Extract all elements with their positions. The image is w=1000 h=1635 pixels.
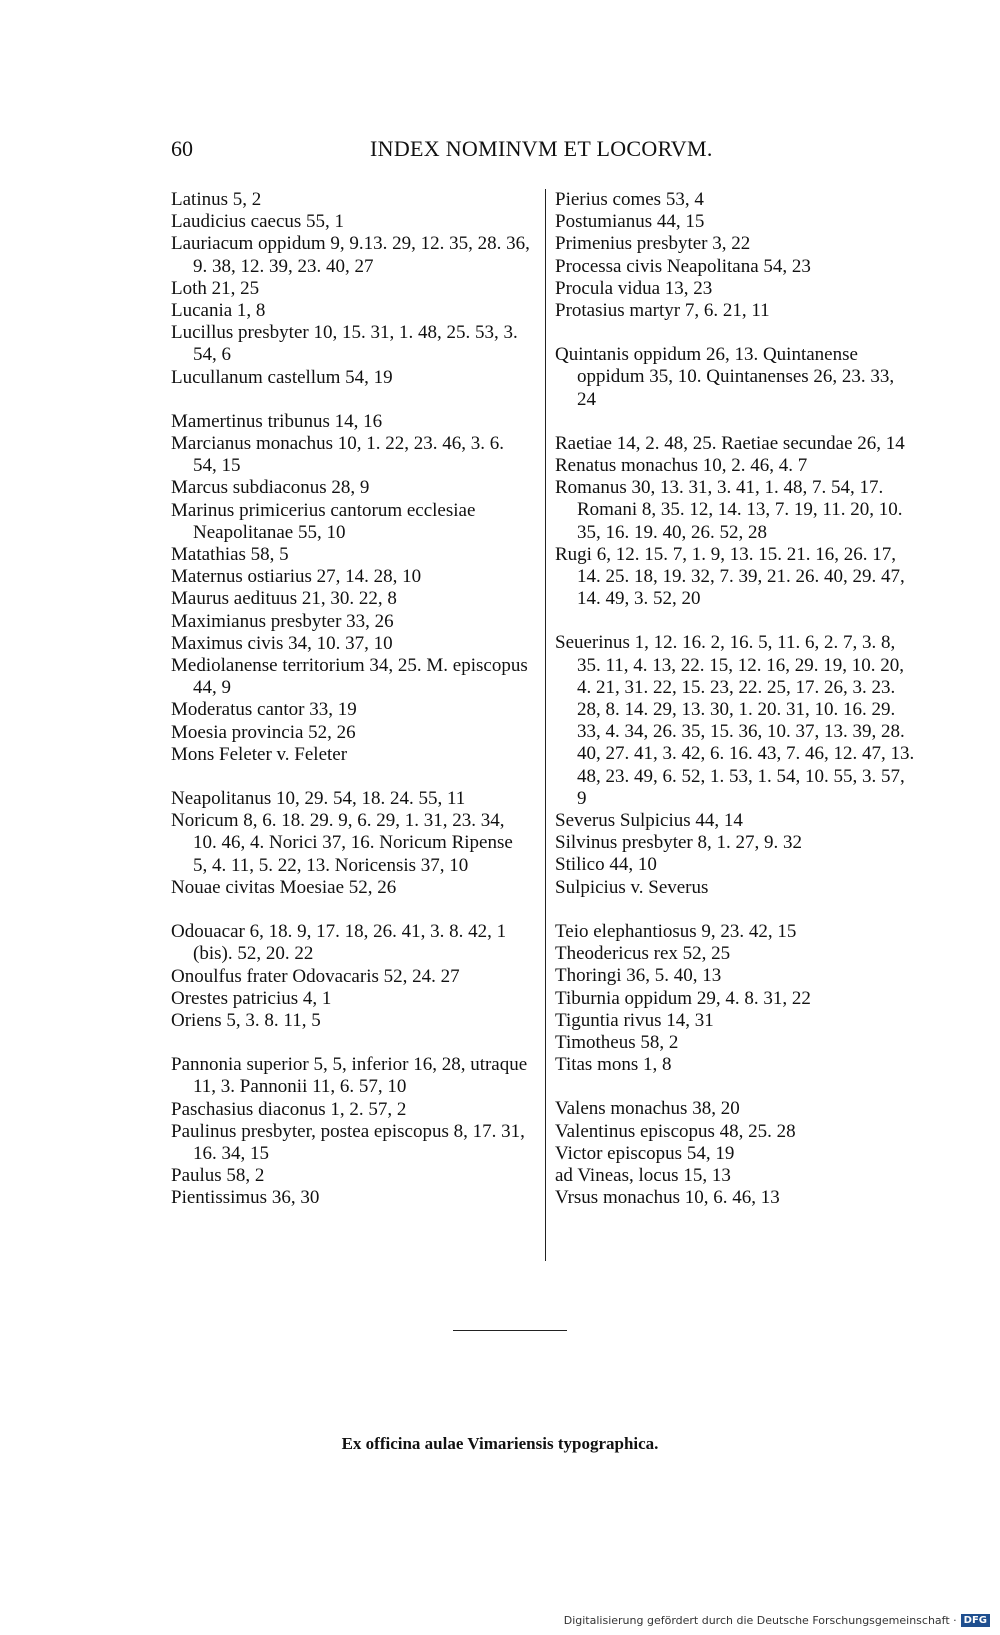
section-gap: [555, 1076, 915, 1098]
index-entry: Moesia provincia 52, 26: [171, 721, 356, 743]
index-entry: Primenius presbyter 3, 22: [555, 233, 751, 255]
index-entry: Odouacar 6, 18. 9, 17. 18, 26. 41, 3. 8. 42, 1 (bis). 52, 20. 22: [171, 921, 507, 965]
index-entry: Quintanis oppidum 26, 13. Quintanense oppidum 35, 10. Quintanenses 26, 23. 33, 24: [555, 344, 895, 410]
index-entry: Pannonia superior 5, 5, inferior 16, 28, utraque 11, 3. Pannonii 11, 6. 57, 10: [171, 1054, 528, 1098]
index-entry: Protasius martyr 7, 6. 21, 11: [555, 300, 770, 322]
end-rule: [453, 1330, 567, 1331]
section-gap: [555, 411, 915, 433]
section-gap: [555, 610, 915, 632]
index-entry: Victor episcopus 54, 19: [555, 1142, 735, 1164]
index-entry: Lucania 1, 8: [171, 300, 266, 322]
index-entry: Latinus 5, 2: [171, 189, 262, 210]
index-entry: Paulus 58, 2: [171, 1165, 265, 1187]
index-entry: Raetiae 14, 2. 48, 25. Raetiae secundae 26, 14: [555, 432, 905, 454]
index-entry: Oriens 5, 3. 8. 11, 5: [171, 1009, 321, 1031]
index-entry: Stilico 44, 10: [555, 854, 657, 876]
index-entry: Romanus 30, 13. 31, 3. 41, 1. 48, 7. 54, 17. Romani 8, 35. 12, 14. 13, 7. 19, 11. 20, 10. 35, 16. 19. 40, 26. 52, 28: [555, 477, 903, 543]
index-entry: Lucillus presbyter 10, 15. 31, 1. 48, 25. 53, 3. 54, 6: [171, 322, 518, 366]
section-gap: [555, 899, 915, 921]
footer-text: Digitalisierung gefördert durch die Deutsche Forschungsgemeinschaft ·: [563, 1614, 957, 1627]
index-entry: Pierius comes 53, 4: [555, 189, 704, 210]
index-entry: Tiguntia rivus 14, 31: [555, 1009, 714, 1031]
index-column-right: [555, 189, 915, 1209]
index-entry: Pientissimus 36, 30: [171, 1187, 320, 1209]
section-gap: [555, 322, 915, 344]
index-entry: Timotheus 58, 2: [555, 1031, 679, 1053]
index-entry: Severus Sulpicius 44, 14: [555, 810, 743, 832]
digitization-footer: [564, 1614, 990, 1627]
index-entry: Maximianus presbyter 33, 26: [171, 610, 394, 632]
index-entry: Paulinus presbyter, postea episcopus 8, 17. 31, 16. 34, 15: [171, 1120, 525, 1164]
index-entry: Maurus aedituus 21, 30. 22, 8: [171, 588, 397, 610]
page-title: INDEX NOMINVM ET LOCORVM.: [370, 136, 713, 161]
index-entry: Mamertinus tribunus 14, 16: [171, 410, 383, 432]
index-entry: Rugi 6, 12. 15. 7, 1. 9, 13. 15. 21. 16, 26. 17, 14. 25. 18, 19. 32, 7. 39, 21. 26. 40, 29. 47, 14. 49, 3. 52, 20: [555, 543, 905, 610]
index-entry: Maximus civis 34, 10. 37, 10: [171, 632, 393, 654]
index-entry: Silvinus presbyter 8, 1. 27, 9. 32: [555, 832, 802, 854]
section-gap: [171, 1032, 531, 1054]
index-entry: Maternus ostiarius 27, 14. 28, 10: [171, 566, 422, 588]
index-entry: Laudicius caecus 55, 1: [171, 211, 345, 233]
section-gap: [171, 389, 531, 411]
section-gap: [171, 766, 531, 788]
index-entry: Valens monachus 38, 20: [555, 1098, 740, 1120]
column-divider: [545, 189, 546, 1261]
index-entry: Marcus subdiaconus 28, 9: [171, 477, 370, 499]
index-entry: Teio elephantiosus 9, 23. 42, 15: [555, 920, 797, 942]
index-entry: Onoulfus frater Odovacaris 52, 24. 27: [171, 965, 460, 987]
index-entry: Procula vidua 13, 23: [555, 277, 713, 299]
index-entry: Sulpicius v. Severus: [555, 876, 709, 898]
index-entry: Mediolanense territorium 34, 25. M. episcopus 44, 9: [171, 655, 528, 699]
index-entry: Postumianus 44, 15: [555, 211, 705, 233]
dfg-logo: DFG: [961, 1614, 990, 1627]
index-entry: Renatus monachus 10, 2. 46, 4. 7: [555, 455, 808, 477]
index-entry: Loth 21, 25: [171, 277, 260, 299]
index-entry: Lauriacum oppidum 9, 9.13. 29, 12. 35, 28. 36, 9. 38, 12. 39, 23. 40, 27: [171, 233, 530, 277]
index-entry: Neapolitanus 10, 29. 54, 18. 24. 55, 11: [171, 788, 466, 810]
page-number: 60: [171, 136, 193, 161]
index-entry: Moderatus cantor 33, 19: [171, 699, 357, 721]
index-entry: Orestes patricius 4, 1: [171, 987, 332, 1009]
index-entry: Vrsus monachus 10, 6. 46, 13: [555, 1187, 780, 1209]
index-entry: Nouae civitas Moesiae 52, 26: [171, 876, 397, 898]
index-entry: Matathias 58, 5: [171, 544, 289, 566]
index-entry: Thoringi 36, 5. 40, 13: [555, 965, 722, 987]
section-gap: [171, 899, 531, 921]
index-entry: Tiburnia oppidum 29, 4. 8. 31, 22: [555, 987, 811, 1009]
index-column-left: [171, 189, 531, 1210]
index-entry: Mons Feleter v. Feleter: [171, 743, 348, 765]
index-entry: ad Vineas, locus 15, 13: [555, 1164, 731, 1186]
colophon: Ex officina aulae Vimariensis typographica.: [341, 1434, 659, 1453]
index-entry: Titas mons 1, 8: [555, 1054, 672, 1076]
index-entry: Theodericus rex 52, 25: [555, 943, 731, 965]
index-entry: Valentinus episcopus 48, 25. 28: [555, 1120, 796, 1142]
index-entry: Noricum 8, 6. 18. 29. 9, 6. 29, 1. 31, 23. 34, 10. 46, 4. Norici 37, 16. Noricum Ripense 5, 4. 11, 5. 22, 13. Noricensis 37, 10: [171, 810, 513, 876]
index-entry: Paschasius diaconus 1, 2. 57, 2: [171, 1098, 407, 1120]
index-entry: Seuerinus 1, 12. 16. 2, 16. 5, 11. 6, 2. 7, 3. 8, 35. 11, 4. 13, 22. 15, 12. 16, 29. 19, 10. 20, 4. 21, 31. 22, 15. 23, 22. 25, 17. 26, 3. 23. 28, 8. 14. 29, 13. 30, 1. 20. 31, 10. 16. 29. 33, 4. 34, 26. 35, 15. 36, 10. 37, 13. 39, 28. 40, 27. 41, 3. 42, 6. 16. 43, 7. 46, 12. 47, 13. 48, 23. 49, 6. 52, 1. 53, 1. 54, 10. 55, 3. 57, 9: [555, 632, 915, 809]
index-entry: Marcianus monachus 10, 1. 22, 23. 46, 3. 6. 54, 15: [171, 433, 504, 477]
index-entry: Processa civis Neapolitana 54, 23: [555, 255, 811, 277]
index-entry: Marinus primicerius cantorum ecclesiae Neapolitanae 55, 10: [171, 499, 476, 543]
index-entry: Lucullanum castellum 54, 19: [171, 366, 393, 388]
